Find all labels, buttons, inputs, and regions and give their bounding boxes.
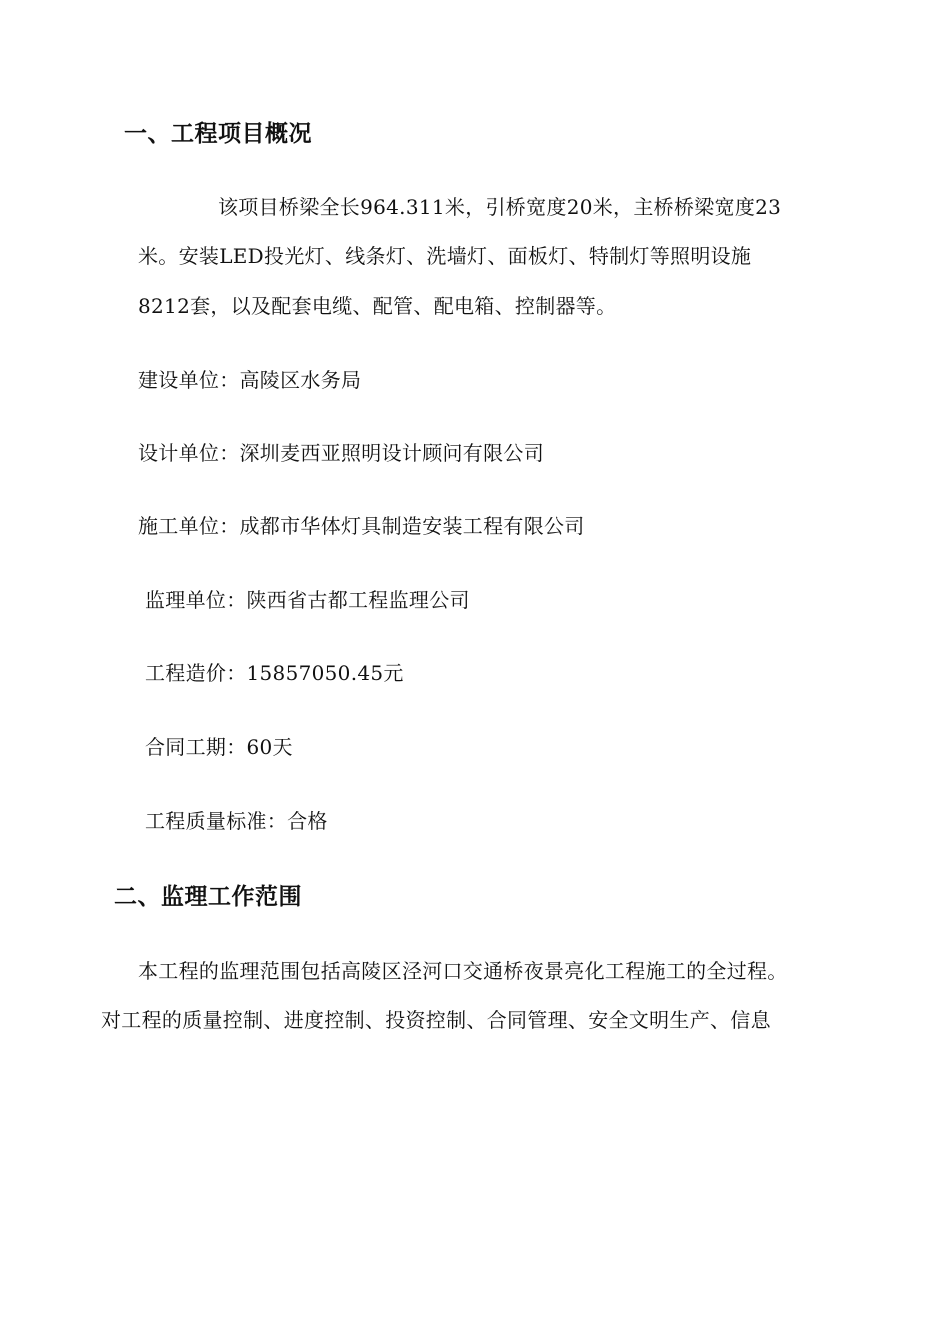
field-label: 监理单位： bbox=[145, 588, 247, 612]
field-project-cost bbox=[145, 657, 404, 686]
intro-line-1: 该项目桥梁全长964.311米，引桥宽度20米，主桥桥梁宽度23 bbox=[218, 195, 782, 219]
field-label: 建设单位： bbox=[138, 368, 240, 392]
field-value: 15857050.45元 bbox=[246, 661, 404, 685]
intro-line-3: 8212套，以及配套电缆、配管、配电箱、控制器等。 bbox=[138, 294, 617, 318]
field-label: 施工单位： bbox=[138, 514, 240, 538]
field-label: 设计单位： bbox=[138, 441, 240, 465]
field-construction-unit bbox=[138, 364, 361, 393]
field-value: 成都市华体灯具制造安装工程有限公司 bbox=[239, 514, 585, 538]
field-label: 工程造价： bbox=[145, 661, 247, 685]
intro-line-2: 米。安装LED投光灯、线条灯、洗墙灯、面板灯、特制灯等照明设施 bbox=[138, 244, 752, 268]
section-heading-supervision-scope: 二、监理工作范围 bbox=[114, 884, 302, 910]
field-value: 陕西省古都工程监理公司 bbox=[246, 588, 470, 612]
field-value: 合格 bbox=[287, 809, 328, 833]
body-line-2: 对工程的质量控制、进度控制、投资控制、合同管理、安全文明生产、信息 bbox=[101, 1008, 771, 1032]
field-design-unit bbox=[138, 437, 544, 466]
field-contractor bbox=[138, 510, 585, 539]
field-quality-standard bbox=[145, 805, 328, 834]
field-label: 合同工期： bbox=[145, 735, 247, 759]
field-contract-duration bbox=[145, 731, 293, 760]
field-label: 工程质量标准： bbox=[145, 809, 288, 833]
field-supervision-unit bbox=[145, 584, 470, 613]
field-value: 60天 bbox=[246, 735, 293, 759]
field-value: 深圳麦西亚照明设计顾问有限公司 bbox=[239, 441, 544, 465]
field-value: 高陵区水务局 bbox=[239, 368, 362, 392]
body-line-1: 本工程的监理范围包括高陵区泾河口交通桥夜景亮化工程施工的全过程。 bbox=[138, 959, 788, 983]
section-heading-project-overview: 一、工程项目概况 bbox=[124, 121, 312, 147]
